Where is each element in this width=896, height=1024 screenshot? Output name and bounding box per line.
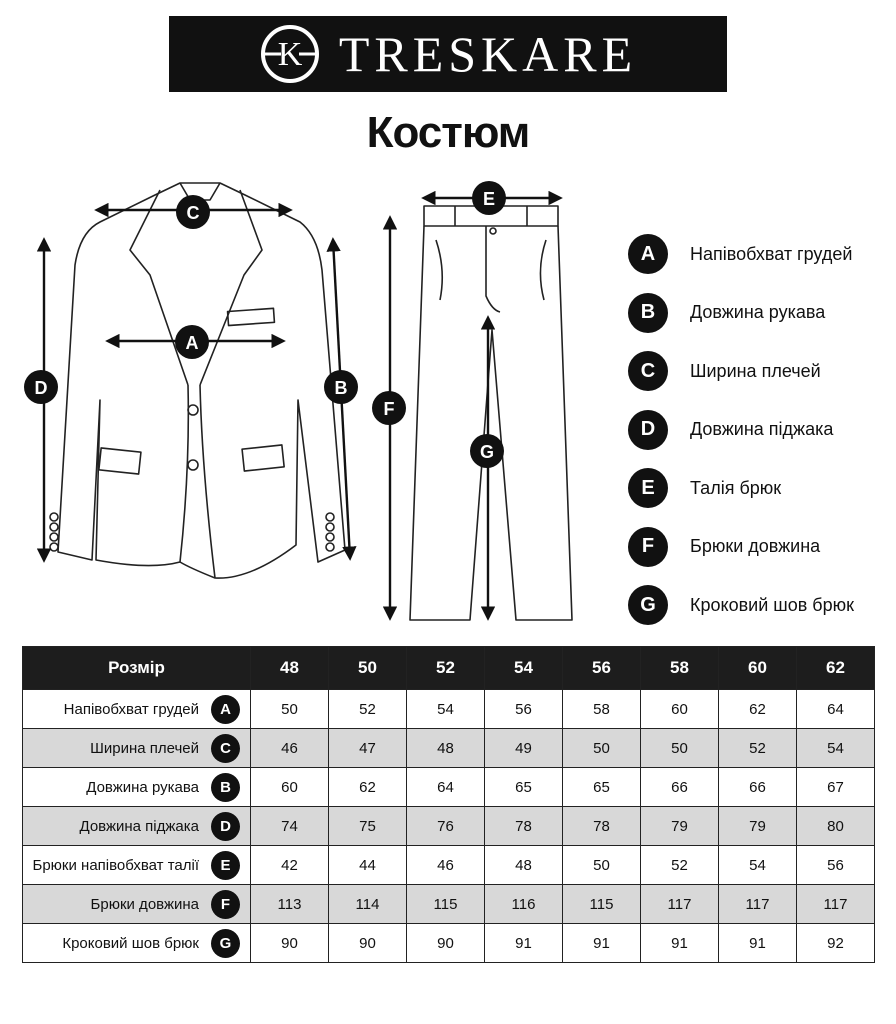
marker-a bbox=[175, 325, 209, 359]
value-cell: 116 bbox=[485, 885, 563, 924]
svg-text:B: B bbox=[334, 378, 348, 398]
legend-label: Довжина піджака bbox=[690, 419, 834, 440]
value-cell: 117 bbox=[719, 885, 797, 924]
parameter-cell bbox=[23, 924, 251, 963]
size-column-header: 56 bbox=[563, 647, 641, 690]
legend-item bbox=[628, 225, 890, 284]
size-column-header: 60 bbox=[719, 647, 797, 690]
value-cell: 54 bbox=[719, 846, 797, 885]
value-cell: 56 bbox=[485, 690, 563, 729]
size-column-header: 48 bbox=[251, 647, 329, 690]
value-cell: 54 bbox=[407, 690, 485, 729]
value-cell: 75 bbox=[329, 807, 407, 846]
value-cell: 48 bbox=[407, 729, 485, 768]
value-cell: 79 bbox=[719, 807, 797, 846]
value-cell: 91 bbox=[719, 924, 797, 963]
table-row bbox=[23, 924, 875, 963]
parameter-cell bbox=[23, 768, 251, 807]
value-cell: 91 bbox=[485, 924, 563, 963]
parameter-badge: E bbox=[211, 851, 240, 880]
parameter-cell bbox=[23, 690, 251, 729]
size-header: Розмір bbox=[23, 647, 251, 690]
parameter-badge: A bbox=[211, 695, 240, 724]
legend-badge: D bbox=[628, 410, 668, 450]
legend-badge: C bbox=[628, 351, 668, 391]
parameter-cell bbox=[23, 885, 251, 924]
value-cell: 60 bbox=[251, 768, 329, 807]
value-cell: 80 bbox=[797, 807, 875, 846]
value-cell: 48 bbox=[485, 846, 563, 885]
svg-text:F: F bbox=[383, 399, 395, 419]
legend-label: Ширина плечей bbox=[690, 360, 821, 381]
parameter-cell bbox=[23, 807, 251, 846]
svg-text:D: D bbox=[34, 378, 48, 398]
legend-label: Брюки довжина bbox=[690, 536, 821, 557]
value-cell: 52 bbox=[329, 690, 407, 729]
size-column-header: 62 bbox=[797, 647, 875, 690]
legend-item bbox=[628, 401, 890, 460]
value-cell: 74 bbox=[251, 807, 329, 846]
value-cell: 44 bbox=[329, 846, 407, 885]
brand-logo-icon bbox=[259, 23, 321, 85]
value-cell: 67 bbox=[797, 768, 875, 807]
legend-item bbox=[628, 518, 890, 577]
value-cell: 90 bbox=[251, 924, 329, 963]
brand-name: TRESKARE bbox=[338, 26, 638, 82]
value-cell: 92 bbox=[797, 924, 875, 963]
parameter-cell bbox=[23, 846, 251, 885]
svg-text:A: A bbox=[185, 333, 199, 353]
table-row bbox=[23, 690, 875, 729]
value-cell: 50 bbox=[563, 846, 641, 885]
legend-item bbox=[628, 342, 890, 401]
table-row bbox=[23, 885, 875, 924]
value-cell: 115 bbox=[563, 885, 641, 924]
table-header-row bbox=[23, 647, 875, 690]
value-cell: 60 bbox=[641, 690, 719, 729]
value-cell: 62 bbox=[719, 690, 797, 729]
parameter-label: Кроковий шов брюк bbox=[62, 934, 199, 952]
legend-badge: F bbox=[628, 527, 668, 567]
value-cell: 90 bbox=[407, 924, 485, 963]
parameter-label: Брюки напівобхват талії bbox=[32, 856, 199, 874]
value-cell: 52 bbox=[641, 846, 719, 885]
value-cell: 78 bbox=[485, 807, 563, 846]
value-cell: 66 bbox=[719, 768, 797, 807]
value-cell: 65 bbox=[485, 768, 563, 807]
table-row bbox=[23, 807, 875, 846]
legend-label: Довжина рукава bbox=[690, 302, 826, 323]
svg-text:E: E bbox=[482, 189, 496, 209]
size-column-header: 58 bbox=[641, 647, 719, 690]
parameter-label: Довжина піджака bbox=[79, 817, 199, 835]
value-cell: 58 bbox=[563, 690, 641, 729]
legend-item bbox=[628, 284, 890, 343]
value-cell: 46 bbox=[407, 846, 485, 885]
marker-b bbox=[324, 370, 358, 404]
table-row bbox=[23, 729, 875, 768]
legend-item bbox=[628, 576, 890, 635]
value-cell: 50 bbox=[563, 729, 641, 768]
legend-badge: B bbox=[628, 293, 668, 333]
value-cell: 54 bbox=[797, 729, 875, 768]
value-cell: 64 bbox=[797, 690, 875, 729]
jacket-drawing bbox=[50, 183, 345, 578]
value-cell: 91 bbox=[563, 924, 641, 963]
value-cell: 64 bbox=[407, 768, 485, 807]
parameter-badge: C bbox=[211, 734, 240, 763]
legend-label: Кроковий шов брюк bbox=[690, 594, 854, 615]
parameter-label: Ширина плечей bbox=[90, 739, 199, 757]
legend-badge: G bbox=[628, 585, 668, 625]
value-cell: 66 bbox=[641, 768, 719, 807]
value-cell: 46 bbox=[251, 729, 329, 768]
value-cell: 42 bbox=[251, 846, 329, 885]
value-cell: 47 bbox=[329, 729, 407, 768]
legend-badge: A bbox=[628, 234, 668, 274]
table-row bbox=[23, 768, 875, 807]
marker-c bbox=[176, 195, 210, 229]
value-cell: 91 bbox=[641, 924, 719, 963]
value-cell: 49 bbox=[485, 729, 563, 768]
svg-text:G: G bbox=[479, 442, 495, 462]
parameter-label: Довжина рукава bbox=[86, 778, 199, 796]
value-cell: 117 bbox=[797, 885, 875, 924]
parameter-badge: F bbox=[211, 890, 240, 919]
size-column-header: 50 bbox=[329, 647, 407, 690]
size-table bbox=[22, 646, 875, 963]
pants-drawing bbox=[410, 206, 572, 620]
value-cell: 117 bbox=[641, 885, 719, 924]
parameter-label: Напівобхват грудей bbox=[63, 700, 199, 718]
measurement-legend bbox=[628, 225, 890, 635]
value-cell: 56 bbox=[797, 846, 875, 885]
value-cell: 113 bbox=[251, 885, 329, 924]
value-cell: 62 bbox=[329, 768, 407, 807]
value-cell: 76 bbox=[407, 807, 485, 846]
value-cell: 50 bbox=[641, 729, 719, 768]
legend-item bbox=[628, 459, 890, 518]
value-cell: 52 bbox=[719, 729, 797, 768]
value-cell: 114 bbox=[329, 885, 407, 924]
marker-g bbox=[470, 434, 504, 468]
page-title: Костюм bbox=[366, 108, 530, 157]
legend-badge: E bbox=[628, 468, 668, 508]
parameter-badge: G bbox=[211, 929, 240, 958]
svg-text:K: K bbox=[277, 36, 303, 73]
legend-label: Талія брюк bbox=[690, 477, 782, 498]
parameter-label: Брюки довжина bbox=[90, 895, 199, 913]
size-column-header: 52 bbox=[407, 647, 485, 690]
value-cell: 50 bbox=[251, 690, 329, 729]
garment-diagram bbox=[0, 170, 620, 630]
size-column-header: 54 bbox=[485, 647, 563, 690]
brand-header bbox=[169, 16, 727, 92]
marker-d bbox=[24, 370, 58, 404]
parameter-cell bbox=[23, 729, 251, 768]
value-cell: 65 bbox=[563, 768, 641, 807]
parameter-badge: B bbox=[211, 773, 240, 802]
svg-text:C: C bbox=[186, 203, 200, 223]
table-row bbox=[23, 846, 875, 885]
legend-label: Напівобхват грудей bbox=[690, 243, 853, 264]
value-cell: 78 bbox=[563, 807, 641, 846]
value-cell: 79 bbox=[641, 807, 719, 846]
value-cell: 115 bbox=[407, 885, 485, 924]
value-cell: 90 bbox=[329, 924, 407, 963]
marker-e bbox=[472, 181, 506, 215]
marker-f bbox=[372, 391, 406, 425]
parameter-badge: D bbox=[211, 812, 240, 841]
